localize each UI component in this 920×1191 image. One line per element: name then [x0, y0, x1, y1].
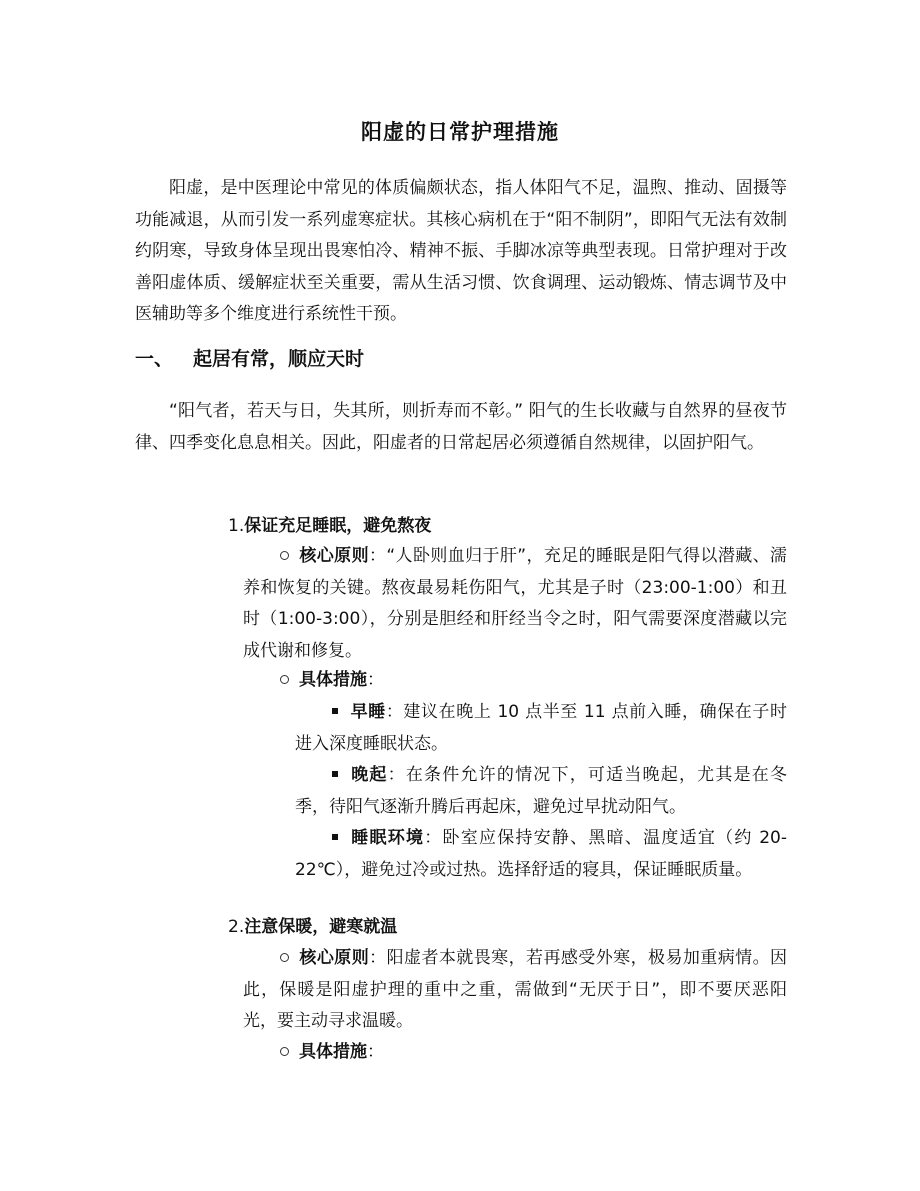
square-bullet-icon	[332, 834, 338, 840]
measure-bullet-3-label: 睡眠环境	[350, 828, 425, 848]
hollow-circle-bullet-icon	[280, 551, 289, 560]
item-2-core-principle	[243, 943, 787, 1038]
measure-bullet-2	[295, 760, 787, 823]
hollow-circle-bullet-icon	[280, 1047, 289, 1056]
item-2-core-text: ：阳虚者本就畏寒，若再感受外寒，极易加重病情。因此，保暖是阳虚护理的重中之重，需做到“无厌于日”，即不要厌恶阳光，要主动寻求温暖。	[243, 948, 788, 1031]
hollow-circle-bullet-icon	[280, 953, 289, 962]
item-2-measures-colon: ：	[367, 1042, 384, 1062]
section-1-text: “阳气者，若天与日，失其所，则折寿而不彰。” 阳气的生长收藏与自然界的昼夜节律、四季变化息息相关。因此，阳虚者的日常起居必须遵循自然规律，以固护阳气。	[135, 401, 787, 453]
measure-bullet-1	[295, 697, 787, 760]
item-2-core-label: 核心原则	[299, 948, 370, 968]
list-item-1-number: 1.	[228, 516, 245, 536]
section-1-title: 起居有常，顺应天时	[193, 348, 365, 370]
measure-bullet-2-text: ：在条件允许的情况下，可适当晚起，尤其是在冬季，待阳气逐渐升腾后再起床，避免过早扰动阳气。	[295, 765, 787, 817]
section-1-paragraph	[135, 396, 787, 459]
measure-bullet-1-text: ：建议在晚上 10 点半至 11 点前入睡，确保在子时进入深度睡眠状态。	[295, 702, 788, 754]
intro-text: 阳虚，是中医理论中常见的体质偏颇状态，指人体阳气不足，温煦、推动、固摄等功能减退，从而引发一系列虚寒症状。其核心病机在于“阳不制阴”，即阳气无法有效制约阴寒，导致身体呈现出畏寒怕冷、精神不振、手脚冰凉等典型表现。日常护理对于改善阳虚体质、缓解症状至关重要，需从生活习惯、饮食调理、运动锻炼、情志调节及中医辅助等多个维度进行系统性干预。	[135, 178, 787, 324]
list-item-1-heading: 保证充足睡眠，避免熬夜	[244, 516, 432, 536]
list-item-1	[228, 511, 431, 543]
square-bullet-icon	[332, 708, 338, 714]
section-1-heading	[135, 344, 364, 371]
item-2-measures	[280, 1037, 384, 1069]
measure-bullet-2-label: 晚起	[350, 765, 388, 785]
item-1-measures-colon: ：	[367, 670, 384, 690]
document-title: 阳虚的日常护理措施	[361, 120, 559, 144]
measure-bullet-3	[295, 823, 787, 886]
item-1-measures	[280, 665, 384, 697]
list-item-2-heading: 注意保暖，避寒就温	[244, 917, 398, 937]
list-item-2-number: 2.	[228, 917, 245, 937]
measure-bullet-3-text: ：卧室应保持安静、黑暗、温度适宜（约 20-22℃），避免过冷或过热。选择舒适的寝具，保证睡眠质量。	[295, 828, 788, 880]
section-1-number: 一、	[135, 348, 174, 370]
intro-paragraph	[135, 173, 787, 331]
item-1-core-principle	[243, 541, 787, 667]
measure-bullet-1-label: 早睡	[350, 702, 386, 722]
item-1-core-text: ：“人卧则血归于肝”，充足的睡眠是阳气得以潜藏、濡养和恢复的关键。熬夜最易耗伤阳气，尤其是子时（23:00-1:00）和丑时（1:00-3:00），分别是胆经和肝经当令之时，阳气需要深度潜藏以完成代谢和修复。	[243, 546, 787, 661]
item-2-measures-label: 具体措施	[299, 1042, 367, 1062]
item-1-measures-label: 具体措施	[299, 670, 367, 690]
list-item-2	[228, 912, 397, 944]
square-bullet-icon	[332, 771, 338, 777]
hollow-circle-bullet-icon	[280, 675, 289, 684]
item-1-core-label: 核心原则	[299, 546, 369, 566]
